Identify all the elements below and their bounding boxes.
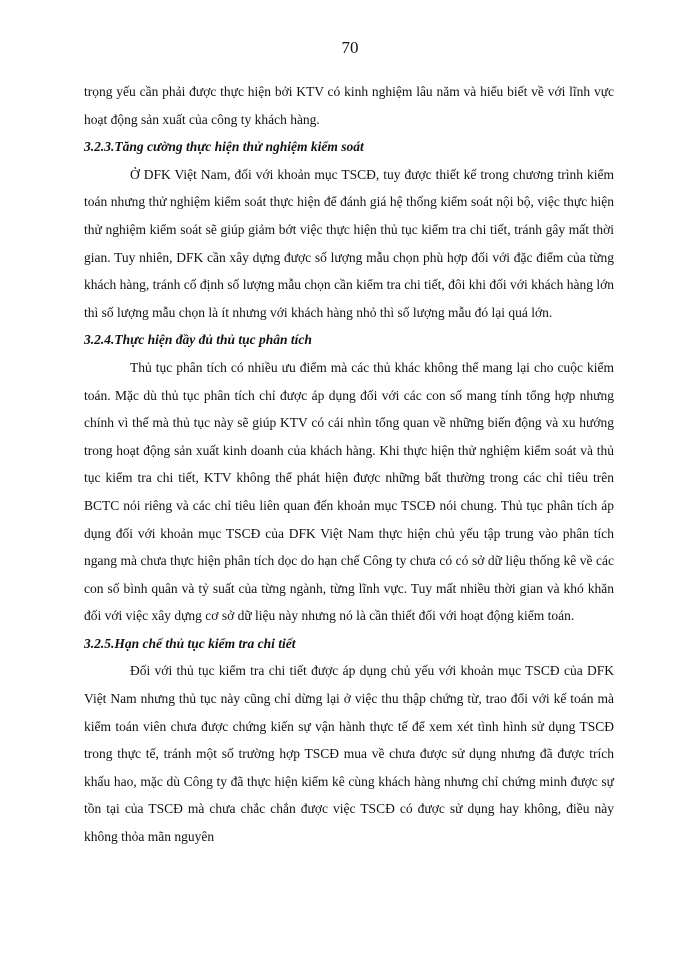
section-heading-3-2-3: 3.2.3.Tăng cường thực hiện thử nghiệm kiểm soát (84, 139, 364, 155)
document-body (84, 78, 614, 851)
section-heading-3-2-4: 3.2.4.Thực hiện đầy đủ thủ tục phân tích (84, 332, 312, 348)
section-paragraph-3-2-5: Đối với thủ tục kiểm tra chi tiết được áp dụng chủ yếu với khoản mục TSCĐ của DFK Việt Nam nhưng thủ tục này cũng chỉ dừng lại ở việc thu thập chứng từ, trao đổi với kế toán mà kiểm toán viên chưa được chứng kiến sự vận hành thực tế để xem xét tình hình sử dụng TSCĐ trong thực tế, tránh một số trường hợp TSCĐ mua về chưa được sử dụng nhưng đã được trích khấu hao, mặc dù Công ty đã thực hiện kiểm kê cùng khách hàng nhưng chỉ chứng minh được sự tồn tại của TSCĐ mà chưa chắc chắn được việc TSCĐ có được sử dụng hay không, điều này không thỏa mãn nguyên (84, 663, 614, 845)
section-heading-3-2-5: 3.2.5.Hạn chế thủ tục kiểm tra chi tiết (84, 635, 296, 651)
page-number: 70 (341, 38, 359, 57)
section-paragraph-3-2-4: Thủ tục phân tích có nhiều ưu điểm mà các thủ khác không thể mang lại cho cuộc kiểm toán. Mặc dù thủ tục phân tích chỉ được áp dụng đối với các con số mang tính tổng hợp nhưng chính vì thế mà thủ tục này sẽ giúp KTV có cái nhìn tổng quan về những biến động và xu hướng trong hoạt động sản xuất kinh doanh của khách hàng. Khi thực hiện thử nghiệm kiểm soát và thủ tục kiểm tra chi tiết, KTV không thể phát hiện được những bất thường trong các chỉ tiêu trên BCTC nói riêng và các chỉ tiêu liên quan đến khoản mục TSCĐ nói chung. Thủ tục phân tích áp dụng đối với khoản mục TSCĐ của DFK Việt Nam thực hiện chủ yếu tập trung vào phân tích ngang mà chưa thực hiện phân tích dọc do hạn chế Công ty chưa có có sở dữ liệu thống kê về các con số bình quân và tỷ suất của từng ngành, từng lĩnh vực. Tuy mất nhiều thời gian và khó khăn đối với việc xây dựng cơ sở dữ liệu này nhưng nó là cần thiết đối với hoạt động kiểm toán. (84, 359, 614, 624)
intro-paragraph: trọng yếu cần phải được thực hiện bởi KTV có kinh nghiệm lâu năm và hiểu biết về với lĩnh vực hoạt động sản xuất của công ty khách hàng. (84, 84, 614, 127)
section-paragraph-3-2-3: Ở DFK Việt Nam, đối với khoản mục TSCĐ, tuy được thiết kế trong chương trình kiểm toán nhưng thử nghiệm kiểm soát thực hiện để đánh giá hệ thống kiểm soát nội bộ, việc thực hiện thử nghiệm kiểm soát sẽ giúp giảm bớt việc thực hiện thủ tục kiểm tra chi tiết, tránh gây mất thời gian. Tuy nhiên, DFK cần xây dựng được số lượng mẫu chọn phù hợp đối với đặc điểm của từng khách hàng, tránh cố định số lượng mẫu chọn cần kiểm tra chi tiết, đôi khi đối với khách hàng lớn thì số lượng mẫu chọn là ít nhưng với khách hàng nhỏ thì số lượng mẫu đó lại quá lớn. (84, 166, 614, 320)
